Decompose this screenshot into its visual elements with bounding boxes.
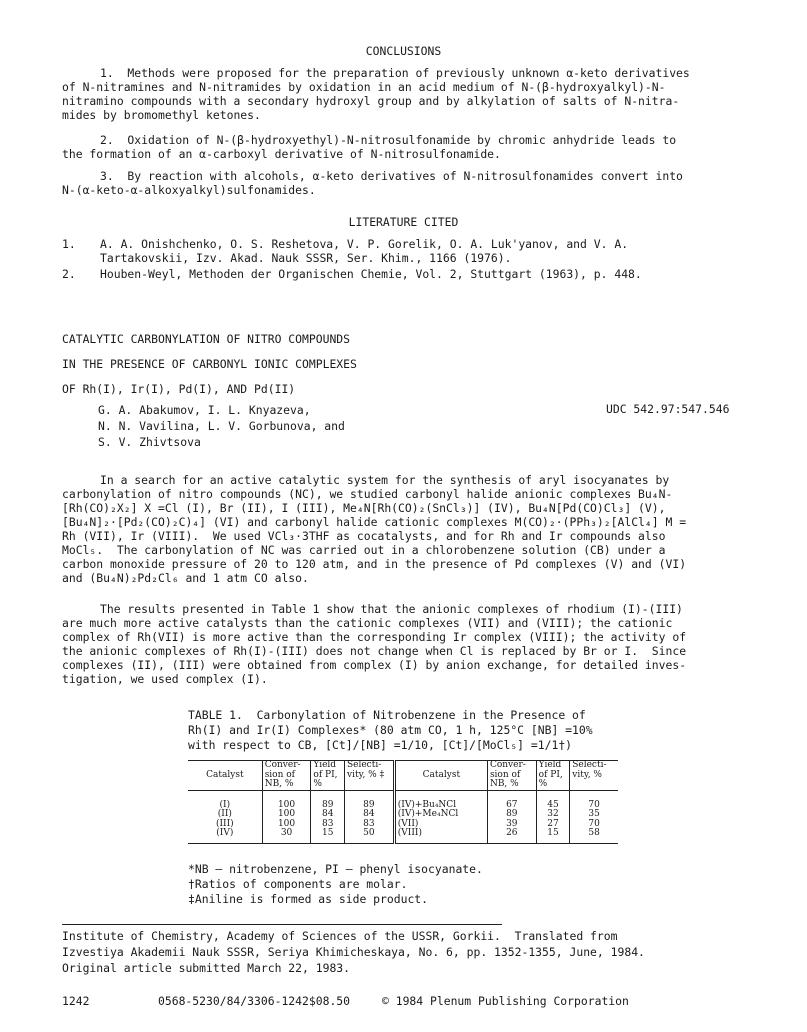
authors: [98, 402, 345, 450]
header-selectivity: Selecti-vity, % ‡: [344, 761, 394, 791]
header-yield: Yield of PI, %: [311, 761, 345, 791]
table-cell: 84: [344, 810, 394, 820]
author-line: N. N. Vavilina, L. V. Gorbunova, and: [98, 419, 345, 433]
copyright: © 1984 Plenum Publishing Corporation: [382, 994, 629, 1008]
table-cell: 15: [536, 829, 570, 843]
footer-divider: [62, 924, 502, 925]
table-cell: 89: [487, 810, 536, 820]
conclusions-heading: CONCLUSIONS: [365, 44, 442, 58]
table-cell: (I): [219, 799, 231, 810]
reference-line: Houben-Weyl, Methoden der Organischen Chemie, Vol. 2, Stuttgart (1963), p. 448.: [100, 267, 642, 281]
text-line: complex of Rh(VII) is more active than the corresponding Ir complex (VIII); the activity of: [62, 630, 687, 644]
udc-code: UDC 542.97:547.546: [606, 402, 730, 416]
text-line: 3. By reaction with alcohols, α-keto derivatives of N-nitrosulfonamides convert into: [100, 169, 683, 183]
table-cell: (VIII): [394, 829, 487, 843]
table-cell: 39: [487, 820, 536, 830]
table-cell: 32: [536, 810, 570, 820]
title-line: OF Rh(I), Ir(I), Pd(I), AND Pd(II): [62, 382, 296, 396]
table-cell: (III): [215, 818, 234, 829]
text-line: Rh (VII), Ir (VIII). We used VCl₃·3THF as cocatalysts, and for Rh and Ir compounds also: [62, 529, 666, 543]
text-line: 1. Methods were proposed for the preparation of previously unknown α-keto derivatives: [100, 66, 690, 80]
caption-line: with respect to CB, [Ct]/[NB] =1/10, [Ct]/[MoCl₅] =1/1†): [188, 738, 573, 752]
footnote: †Ratios of components are molar.: [188, 877, 408, 891]
institute-note: [62, 928, 645, 976]
title-line: IN THE PRESENCE OF CARBONYL IONIC COMPLEXES: [62, 357, 357, 371]
body-paragraph-1: [62, 473, 734, 585]
text-line: N-(α-keto-α-alkoxyalkyl)sulfonamides.: [62, 183, 316, 197]
table-cell: 50: [344, 829, 394, 843]
footer-line: Izvestiya Akademii Nauk SSSR, Seriya Khimicheskaya, No. 6, pp. 1352-1355, June, 1984.: [62, 945, 645, 959]
footnote: ‡Aniline is formed as side product.: [188, 892, 429, 906]
text-line: are much more active catalysts than the cationic complexes (VII) and (VIII); the cationic: [62, 616, 673, 630]
text-line: mides by bromomethyl ketones.: [62, 108, 261, 122]
article-title: [62, 327, 357, 402]
table-cell: (IV): [188, 829, 262, 843]
header-catalyst: Catalyst: [188, 761, 262, 791]
text-line: MoCl₅. The carbonylation of NC was carried out in a chlorobenzene solution (CB) under a: [62, 543, 666, 557]
table-row: [188, 829, 618, 843]
results-table: [188, 760, 618, 844]
table-cell: 26: [487, 829, 536, 843]
text-line: 2. Oxidation of N-(β-hydroxyethyl)-N-nitrosulfonamide by chromic anhydride leads to: [100, 133, 677, 147]
text-line: the anionic complexes of Rh(I)-(III) does not change when Cl is replaced by Br or I. Since: [62, 644, 687, 658]
table-cell: (II): [217, 809, 232, 819]
text-line: carbon monoxide pressure of 20 to 120 atm, and in the presence of Pd complexes (V) and (VI): [62, 557, 687, 571]
table-cell: 83: [344, 820, 394, 830]
text-line: [Rh(CO)₂X₂] X =Cl (I), Br (II), I (III), Me₄N[Rh(CO)₂(SnCl₃)] (IV), Bu₄N[Pd(CO)Cl₃] (V),: [62, 501, 666, 515]
table-cell: (VII): [394, 820, 487, 830]
footnote: *NB — nitrobenzene, PI — phenyl isocyanate.: [188, 862, 483, 876]
table-row: [188, 790, 618, 810]
reference-number: 1.: [62, 237, 76, 251]
footer-line: Institute of Chemistry, Academy of Sciences of the USSR, Gorkii. Translated from: [62, 929, 618, 943]
author-line: G. A. Abakumov, I. L. Knyazeva,: [98, 403, 311, 417]
table-header-row: [188, 761, 618, 791]
text-line: the formation of an α-carboxyl derivative of N-nitrosulfonamide.: [62, 147, 501, 161]
caption-line: TABLE 1. Carbonylation of Nitrobenzene in the Presence of: [188, 708, 586, 722]
title-line: CATALYTIC CARBONYLATION OF NITRO COMPOUNDS: [62, 332, 351, 346]
table-caption: [188, 708, 593, 753]
table-cell: 100: [262, 820, 311, 830]
table-cell: 100: [262, 810, 311, 820]
conclusion-item-1: [62, 66, 734, 122]
header-conversion-2: Conver-sion of NB, %: [487, 761, 536, 791]
text-line: of N-nitramines and N-nitramides by oxidation in an acid medium of N-(β-hydroxyalkyl)-N-: [62, 80, 666, 94]
conclusion-item-3: [62, 169, 734, 197]
text-line: complexes (II), (III) were obtained from complex (I) by anion exchange, for detailed inves-: [62, 658, 687, 672]
caption-line: Rh(I) and Ir(I) Complexes* (80 atm CO, 1 h, 125°C [NB] =10%: [188, 723, 593, 737]
text-line: carbonylation of nitro compounds (NC), we studied carbonyl halide anionic complexes Bu₄N-: [62, 487, 673, 501]
table-cell: 70: [570, 820, 618, 830]
reference-number: 2.: [62, 267, 76, 281]
page-number: 1242: [62, 994, 90, 1008]
table-cell: (IV)+Bu₄NCl: [394, 790, 487, 810]
table-cell: 27: [536, 820, 570, 830]
header-selectivity-2: Selecti-vity, %: [570, 761, 618, 791]
text-line: and (Bu₄N)₂Pd₂Cl₆ and 1 atm CO also.: [62, 571, 309, 585]
table-cell: 89: [344, 790, 394, 810]
reference-line: A. A. Onishchenko, O. S. Reshetova, V. P. Gorelik, O. A. Luk'yanov, and V. A.: [100, 237, 629, 251]
table-cell: 70: [570, 790, 618, 810]
reference-line: Tartakovskii, Izv. Akad. Nauk SSSR, Ser. Khim., 1166 (1976).: [100, 251, 512, 265]
header-catalyst-2: Catalyst: [394, 761, 487, 791]
table-cell: (IV)+Me₄NCl: [394, 810, 487, 820]
table-cell: 45: [536, 790, 570, 810]
conclusion-item-2: [62, 133, 734, 161]
table-cell: 35: [570, 810, 618, 820]
table-cell: 67: [487, 790, 536, 810]
footer-line: Original article submitted March 22, 1983.: [62, 961, 351, 975]
text-line: nitramino compounds with a secondary hydroxyl group and by alkylation of salts of N-nitra-: [62, 94, 680, 108]
table-cell: 100: [262, 790, 311, 810]
text-line: In a search for an active catalytic system for the synthesis of aryl isocyanates by: [100, 473, 670, 487]
header-conversion: Conver-sion of NB, %: [262, 761, 311, 791]
header-yield-2: Yield of PI, %: [536, 761, 570, 791]
table-cell: 83: [311, 820, 345, 830]
table-footnotes: [188, 862, 483, 907]
author-line: S. V. Zhivtsova: [98, 435, 201, 449]
text-line: tigation, we used complex (I).: [62, 672, 268, 686]
body-paragraph-2: [62, 602, 734, 686]
article-code: 0568-5230/84/3306-1242$08.50: [158, 994, 351, 1008]
literature-heading: LITERATURE CITED: [348, 215, 459, 229]
text-line: [Bu₄N]₂·[Pd₂(CO)₂C)₄] (VI) and carbonyl halide cationic complexes M(CO)₂·(PPh₃)₂[AlCl₄] M =: [62, 515, 687, 529]
table-cell: 15: [311, 829, 345, 843]
table-cell: 58: [570, 829, 618, 843]
table-cell: 89: [311, 790, 345, 810]
table-cell: 30: [262, 829, 311, 843]
text-line: The results presented in Table 1 show that the anionic complexes of rhodium (I)-(III): [100, 602, 683, 616]
table-cell: 84: [311, 810, 345, 820]
